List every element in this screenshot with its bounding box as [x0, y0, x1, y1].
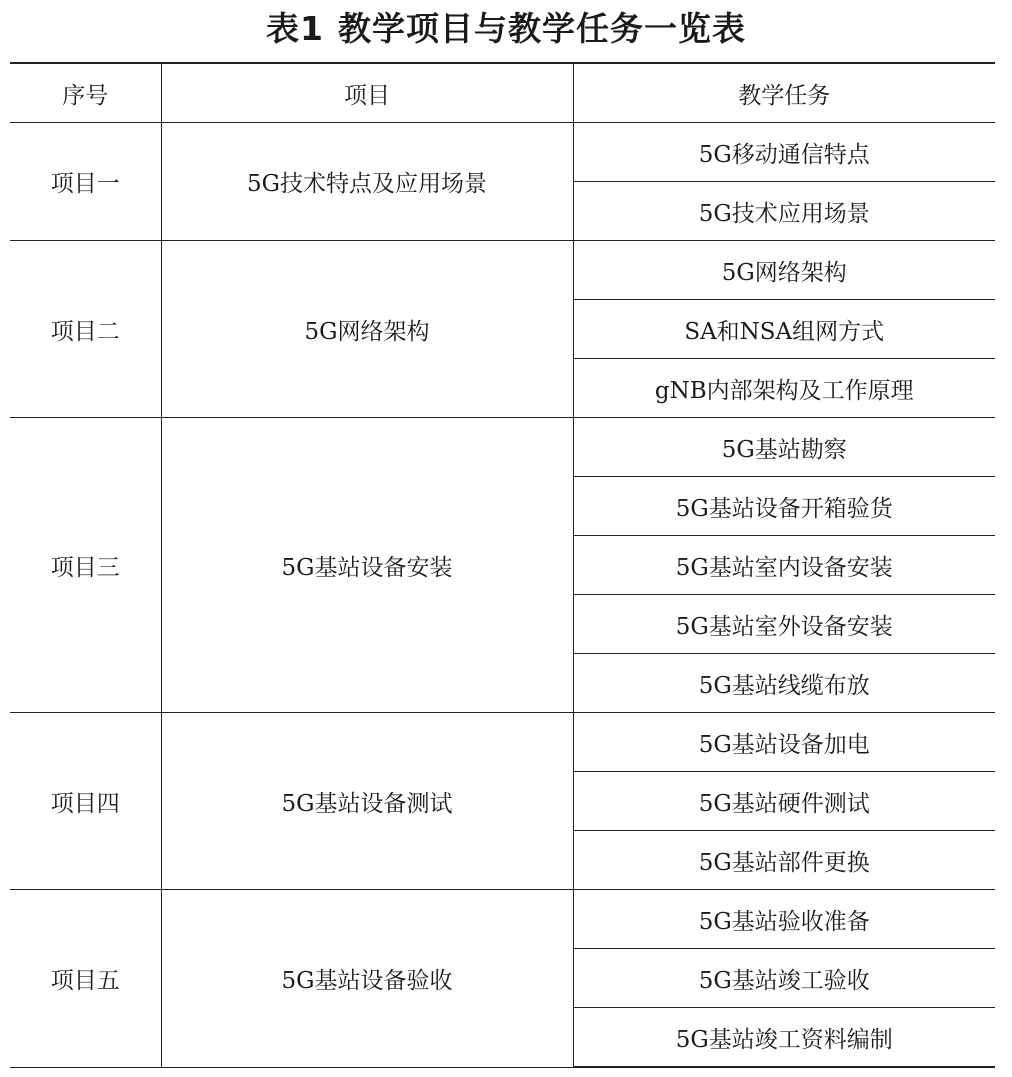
project-name-cell: 5G基站设备测试	[161, 713, 573, 890]
task-cell: 5G移动通信特点	[573, 123, 995, 182]
table-number: 表1	[266, 9, 324, 48]
project-index-cell: 项目三	[10, 418, 161, 713]
task-cell: SA和NSA组网方式	[573, 300, 995, 359]
task-cell: 5G基站勘察	[573, 418, 995, 477]
task-cell: 5G基站室外设备安装	[573, 595, 995, 654]
table-title	[0, 0, 1012, 58]
table-row	[10, 241, 995, 300]
task-cell: 5G基站设备加电	[573, 713, 995, 772]
header-project: 项目	[161, 63, 573, 123]
task-cell: 5G基站设备开箱验货	[573, 477, 995, 536]
table-row	[10, 890, 995, 949]
project-index-cell: 项目四	[10, 713, 161, 890]
task-cell: 5G基站室内设备安装	[573, 536, 995, 595]
project-name-cell: 5G网络架构	[161, 241, 573, 418]
header-index: 序号	[10, 63, 161, 123]
table-row	[10, 123, 995, 182]
project-index-cell: 项目一	[10, 123, 161, 241]
task-cell: 5G基站部件更换	[573, 831, 995, 890]
task-cell: 5G基站硬件测试	[573, 772, 995, 831]
project-name-cell: 5G基站设备验收	[161, 890, 573, 1068]
header-row	[10, 63, 995, 123]
header-tasks: 教学任务	[573, 63, 995, 123]
table-row	[10, 418, 995, 477]
project-task-table	[10, 62, 995, 1068]
table-body	[10, 123, 995, 1068]
task-cell: gNB内部架构及工作原理	[573, 359, 995, 418]
task-cell: 5G技术应用场景	[573, 182, 995, 241]
table-row	[10, 713, 995, 772]
project-name-cell: 5G基站设备安装	[161, 418, 573, 713]
table-caption: 教学项目与教学任务一览表	[337, 9, 746, 48]
task-cell: 5G基站线缆布放	[573, 654, 995, 713]
task-cell: 5G基站竣工验收	[573, 949, 995, 1008]
project-index-cell: 项目二	[10, 241, 161, 418]
task-cell: 5G基站验收准备	[573, 890, 995, 949]
task-cell: 5G网络架构	[573, 241, 995, 300]
task-cell: 5G基站竣工资料编制	[573, 1008, 995, 1068]
project-index-cell: 项目五	[10, 890, 161, 1068]
project-name-cell: 5G技术特点及应用场景	[161, 123, 573, 241]
